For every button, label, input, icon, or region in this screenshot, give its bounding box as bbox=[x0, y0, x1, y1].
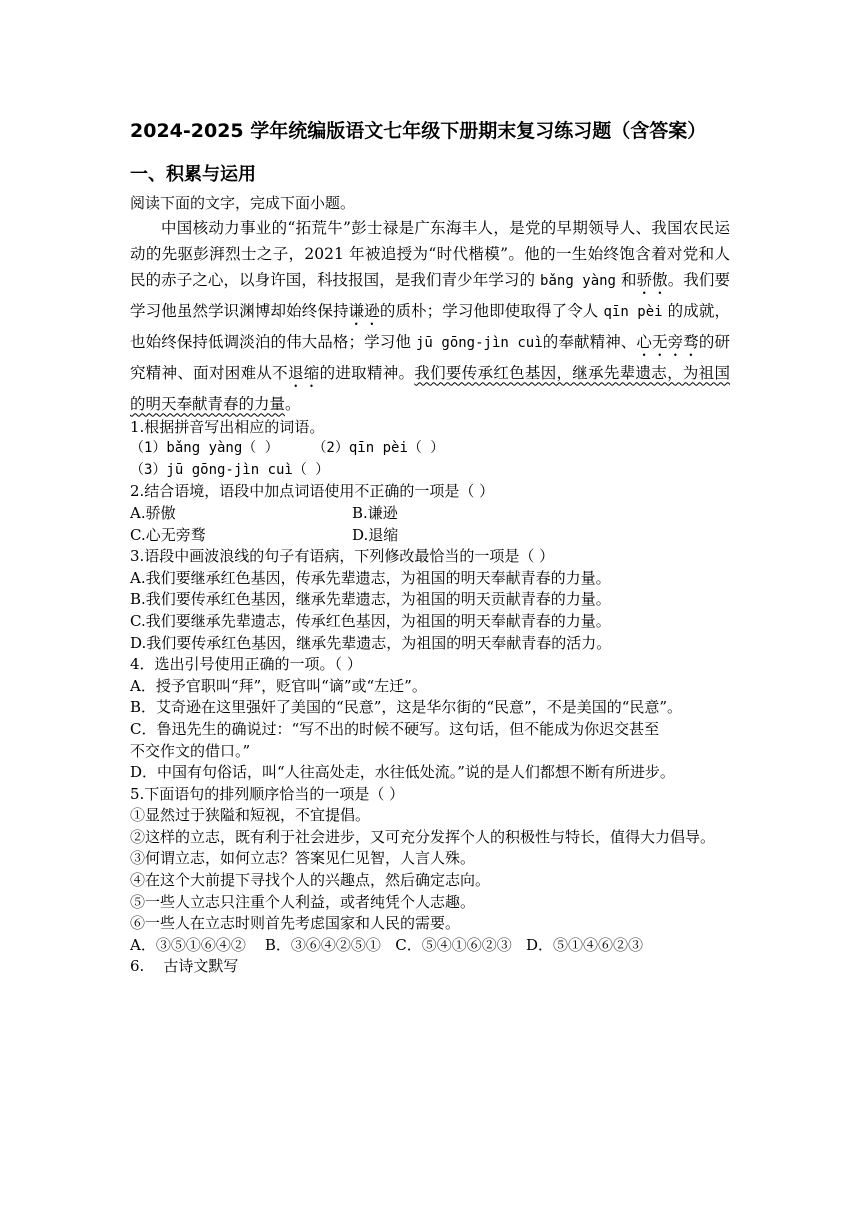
question-6-stem: 6. 古诗文默写 bbox=[130, 957, 239, 976]
sentence-5: ⑤一些人立志只注重个人利益，或者纯凭个人志趣。 bbox=[130, 892, 476, 911]
pinyin-jugongjincui: jū gōng-jìn cuì bbox=[416, 334, 543, 351]
question-4-option-c: C．鲁迅先生的确说过：“写不出的时候不硬写。这句话，但不能成为你迟交甚至 bbox=[130, 719, 660, 738]
document-body bbox=[130, 193, 730, 978]
question-4-option-d: D．中国有句俗话，叫“人往高处走，水往低处流。”说的是人们都想不断有所进步。 bbox=[130, 763, 675, 782]
passage-text: 。我们要学习他虽然学识渊博却始终保持 bbox=[130, 270, 730, 320]
question-5-stem: 5.下面语句的排列顺序恰当的一项是（ ） bbox=[130, 784, 405, 803]
pinyin-qinpei: qīn pèi bbox=[603, 303, 663, 320]
sentence-6: ⑥一些人在立志时则首先考虑国家和人民的需要。 bbox=[130, 914, 461, 933]
option-b: B.谦逊 bbox=[352, 503, 398, 522]
question-3-stem: 3.语段中画波浪线的句子有语病，下列修改最恰当的一项是（ ） bbox=[130, 547, 555, 566]
question-3-option-c: C.我们要继承先辈遗志，传承红色基因，为祖国的明天奉献青春的力量。 bbox=[130, 611, 611, 630]
question-1-stem: 1.根据拼音写出相应的词语。 bbox=[130, 417, 325, 436]
question-3-option-b: B.我们要传承红色基因，继承先辈遗志，为祖国的明天贡献青春的力量。 bbox=[130, 590, 611, 609]
dotted-word-xinwupangwu: 心无旁骛 bbox=[636, 332, 699, 351]
passage-text: 的研究精神、面对困难从不 bbox=[130, 332, 730, 382]
question-5-options: A．③⑤①⑥④② B．③⑥④②⑤① C．⑤④①⑥②③ D．⑤①④⑥②③ bbox=[130, 935, 644, 954]
question-4-stem: 4．选出引号使用正确的一项。（ ） bbox=[130, 655, 362, 674]
passage-text: 中国核动力事业的“拓荒牛”彭士禄是广东海丰人，是党的早期领导人、我国农民运动的先驱彭湃烈士之子，2021 年被追授为“时代楷模”。他的一生始终饱含着对党和人民的赤子之心，以身许国，科技报国，是我们青少年学习的 bbox=[130, 218, 730, 289]
question-4-option-b: B．艾奇逊在这里强奸了美国的“民意”，这是华尔街的“民意”，不是美国的“民意”。 bbox=[130, 698, 683, 717]
reading-instruction: 阅读下面的文字，完成下面小题。 bbox=[130, 194, 356, 212]
passage-text: 的成就，也始终保持低调淡泊的伟大品格；学习他 bbox=[130, 301, 730, 351]
section-heading: 一、积累与运用 bbox=[130, 164, 256, 185]
pinyin-bangyang: bǎng yàng bbox=[540, 272, 616, 289]
passage-text: 的奉献精神、 bbox=[542, 332, 637, 351]
wavy-underlined-sentence: 我们要传承红色基因，继承先辈遗志，为祖国的明天奉献青春的力量 bbox=[130, 363, 730, 413]
sentence-4: ④在这个大前提下寻找个人的兴趣点，然后确定志向。 bbox=[130, 871, 491, 890]
passage-text: 和 bbox=[615, 270, 637, 289]
question-1-item-3: （3）jū gōng-jìn cuì（ ） bbox=[130, 461, 330, 478]
dotted-word-jiaoao: 骄傲 bbox=[636, 270, 668, 289]
question-3-option-d: D.我们要传承红色基因，继承先辈遗志，为祖国的明天奉献青春的活力。 bbox=[130, 633, 612, 652]
option-a: A.骄傲 bbox=[130, 503, 176, 522]
dotted-word-tuisuo: 退缩 bbox=[287, 363, 320, 382]
question-1-item-2: （2）qīn pèi（ ） bbox=[312, 440, 445, 457]
passage-text: 。 bbox=[285, 394, 301, 413]
question-3-option-a: A.我们要继承红色基因，传承先辈遗志，为祖国的明天奉献青春的力量。 bbox=[130, 568, 611, 587]
reading-passage bbox=[130, 215, 730, 417]
dotted-word-qianxun: 谦逊 bbox=[348, 301, 380, 320]
passage-text: 的进取精神。 bbox=[319, 363, 415, 382]
question-2-stem: 2.结合语境，语段中加点词语使用不正确的一项是（ ） bbox=[130, 482, 495, 501]
sentence-1: ①显然过于狭隘和短视，不宜提倡。 bbox=[130, 806, 371, 825]
question-1-item-1: （1）bǎng yàng（ ） bbox=[130, 440, 279, 457]
question-4-option-a: A．授予官职叫“拜”，贬官叫“谪”或“左迁”。 bbox=[130, 676, 427, 695]
question-1-items bbox=[130, 438, 730, 460]
question-2-options-row-1 bbox=[130, 503, 730, 525]
question-2-options-row-2 bbox=[130, 525, 730, 547]
option-d: D.退缩 bbox=[352, 525, 399, 544]
sentence-2: ②这样的立志，既有利于社会进步，又可充分发挥个人的积极性与特长，值得大力倡导。 bbox=[130, 827, 716, 846]
question-4-option-c-cont: 不交作文的借口。” bbox=[130, 741, 251, 760]
document-title: 2024-2025 学年统编版语文七年级下册期末复习练习题（含答案） bbox=[130, 120, 707, 142]
option-c: C.心无旁骛 bbox=[130, 525, 206, 544]
sentence-3: ③何谓立志，如何立志？答案见仁见智，人言人殊。 bbox=[130, 849, 476, 868]
passage-text: 的质朴；学习他即使取得了令人 bbox=[379, 301, 604, 320]
